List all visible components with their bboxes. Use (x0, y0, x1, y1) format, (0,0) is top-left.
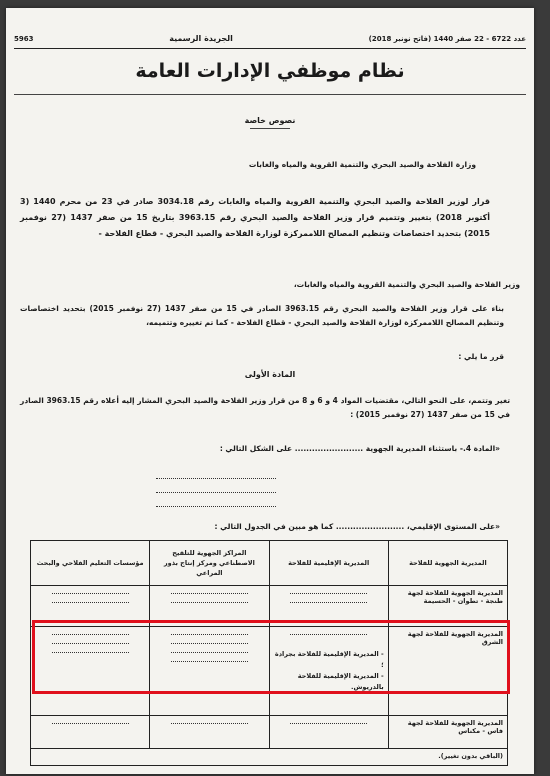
section-heading-underline (250, 128, 290, 129)
education-cell (31, 716, 150, 749)
gazette-page (6, 8, 534, 774)
header-rule (14, 48, 526, 49)
provincial-cell (269, 716, 388, 749)
provincial-text: «على المستوى الإقليمي، ........................ كما هو مبين في الجدول التالي : (214, 522, 500, 531)
provincial-item: - المديرية الإقليمية للفلاحة بجرادة ؛ (274, 650, 384, 669)
table-header-cell: المديرية الجهوية للفلاحة (388, 541, 507, 586)
table-header-cell: المديرية الإقليمية للفلاحة (269, 541, 388, 586)
provincial-item: - المديرية الإقليمية للفلاحة بالدريوش. (297, 672, 384, 691)
table-row (31, 586, 508, 627)
page-header (14, 34, 526, 43)
table-footnote: (الباقي بدون تغيير). (31, 749, 508, 766)
table-header-cell: مؤسسات التعليم الفلاحي والبحث (31, 541, 150, 586)
decision-title: قرار لوزير الفلاحة والصيد البحري والتنمية القروية والمياه والغابات رقم 3034.18 صادر في 23 من محرم 1440 (3 أكتوبر 2018) بتغيير وتتميم قرار وزير الفلاحة والصيد البحري رقم 3963.15 بتاريخ 15 من صفر 1437 (27 نوفمبر 2015) بتحديد اختصاصات وتنظيم المصالح اللاممركزة لوزارة الفلاحة والصيد البحري - قطاع الفلاحة - (20, 197, 491, 238)
table-row (31, 627, 508, 716)
section-heading: نصوص خاصة (244, 116, 296, 125)
region-cell: المديرية الجهوية للفلاحة لجهة طنجة - تطوان - الحسيمة (388, 586, 507, 627)
centers-cell (150, 716, 269, 749)
structure-table (30, 540, 508, 766)
article-heading: المادة الأولى (244, 370, 296, 379)
region-cell: المديرية الجهوية للفلاحة لجهة الشرق (388, 627, 507, 716)
structure-table-wrap (30, 540, 508, 766)
minister-line: وزير الفلاحة والصيد البحري والتنمية القروية والمياه والغابات، (293, 280, 520, 289)
education-cell (31, 586, 150, 627)
centers-cell (150, 586, 269, 627)
article4-text: «المادة 4.- باستثناء المديرية الجهوية ........................ على الشكل التالي : (219, 444, 500, 453)
education-cell (31, 627, 150, 716)
table-header-cell: المراكز الجهوية للتلقيح الاصطناعي ومركز إنتاج بذور المراعي (150, 541, 269, 586)
title-rule (14, 94, 526, 95)
article-text: تغير وتتمم، على النحو التالي، مقتضيات المواد 4 و 6 و 8 من قرار وزير الفلاحة والصيد البحري المشار إليه أعلاه رقم 3963.15 الصادر في 15 من صفر 1437 (27 نوفمبر 2015) : (20, 396, 511, 419)
ministry-name: وزارة الفلاحة والصيد البحري والتنمية القروية والمياه والغابات (248, 160, 476, 169)
main-title: نظام موظفي الإدارات العامة (135, 60, 405, 82)
preamble: بناء على قرار وزير الفلاحة والصيد البحري رقم 3963.15 الصادر في 15 من صفر 1437 (27 نوفمبر 2015) بتحديد اختصاصات وتنظيم المصالح اللاممركزة لوزارة الفلاحة والصيد البحري - قطاع الفلاحة - كما تم تغييره وتتميمه، (20, 304, 504, 327)
decides-line: قرر ما يلي : (458, 352, 504, 361)
table-row (31, 716, 508, 749)
page-number: 5963 (14, 34, 34, 43)
dotted-line (156, 478, 276, 479)
table-header-row (31, 541, 508, 586)
dotted-line (156, 506, 276, 507)
region-cell: المديرية الجهوية للفلاحة لجهة فاس - مكناس (388, 716, 507, 749)
table-footnote-row (31, 749, 508, 766)
provincial-cell (269, 586, 388, 627)
gazette-name: الجريدة الرسمية (169, 34, 233, 43)
centers-cell (150, 627, 269, 716)
dotted-line (156, 492, 276, 493)
provincial-cell (269, 627, 388, 716)
issue-info: عدد 6722 - 22 صفر 1440 (فاتح نونبر 2018) (368, 34, 526, 43)
